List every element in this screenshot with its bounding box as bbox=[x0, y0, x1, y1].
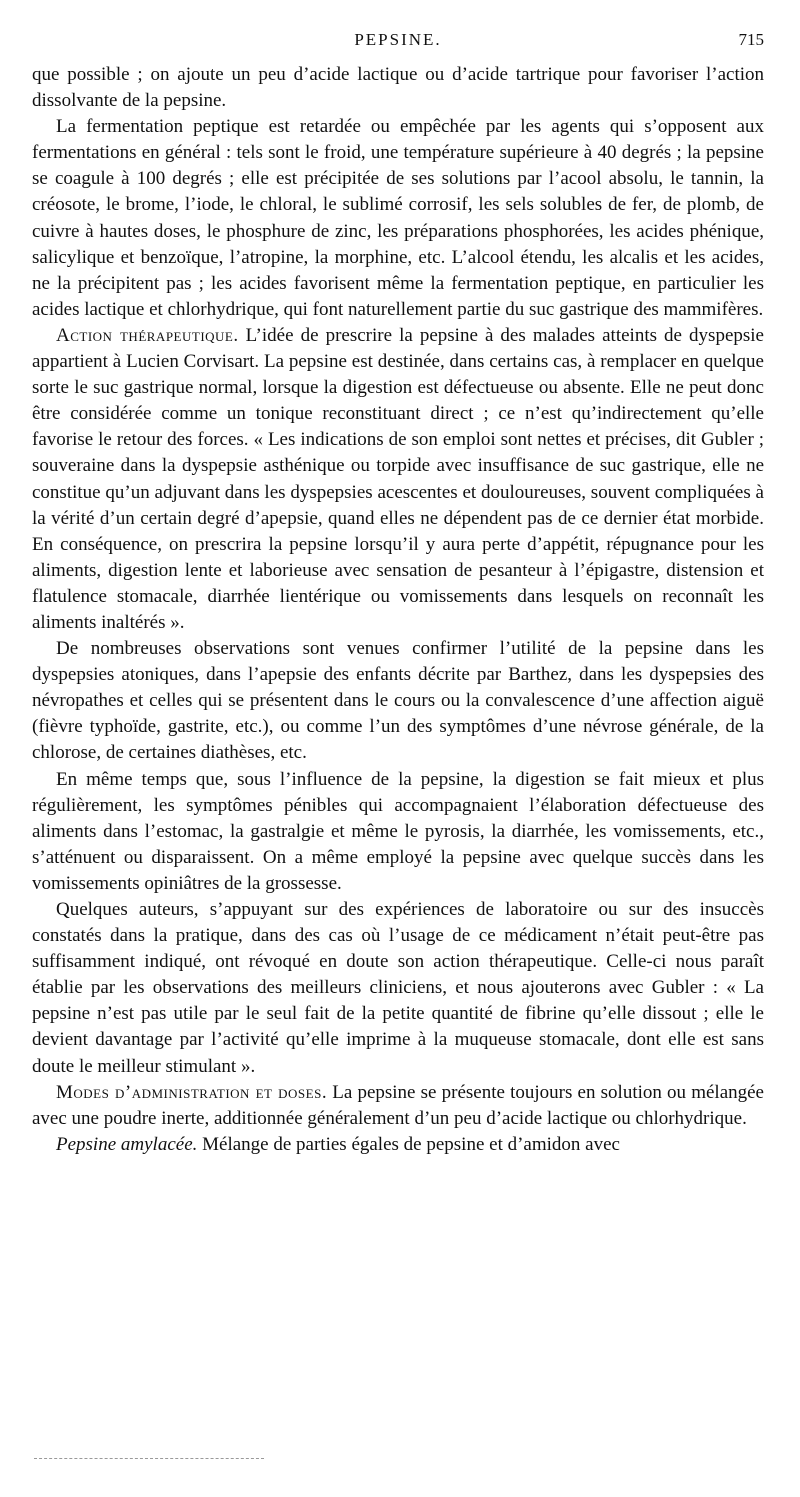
running-title: PEPSINE. bbox=[354, 30, 442, 49]
paragraph-continuation: que possible ; on ajoute un peu d’acide lactique ou d’acide tartrique pour favoriser l’action dissolvante de la pepsine. bbox=[32, 64, 764, 112]
section-heading-modes: Modes d’administration et doses. bbox=[56, 1081, 328, 1103]
page-body bbox=[32, 62, 764, 1158]
page-number: 715 bbox=[738, 30, 764, 49]
subheading-pepsine-amylacee: Pepsine amylacée. bbox=[56, 1133, 198, 1155]
paragraph-modes-administration: Modes d’administration et doses. La pepsine se présente toujours en solution ou mélangée avec une poudre inerte, additionnée généralement d’un peu d’acide lactique ou chlorhydrique. bbox=[32, 1081, 764, 1129]
section-heading-action: Action thérapeutique. bbox=[56, 324, 239, 346]
paragraph-meme-temps: En même temps que, sous l’influence de la pepsine, la digestion se fait mieux et plus régulièrement, les symptômes pénibles qui accompagnaient l’élaboration défectueuse des aliments dans l’estomac, la gastralgie et même le pyrosis, la diarrhée, les vomissements, etc., s’atténuent ou disparaissent. On a même employé la pepsine avec quelque succès dans les vomissements opiniâtres de la grossesse. bbox=[32, 768, 764, 894]
paragraph-pepsine-amylacee: Pepsine amylacée. Mélange de parties égales de pepsine et d’amidon avec bbox=[56, 1133, 620, 1155]
paragraph-quelques-auteurs: Quelques auteurs, s’appuyant sur des expériences de laboratoire ou sur des insuccès constatés dans la pratique, dans des cas où l’usage de ce médicament n’était peut-être pas suffisamment indiqué, ont révoqué en doute son action thérapeutique. Celle-ci nous paraît établie par les observations des meilleurs cliniciens, et nous ajouterons avec Gubler : « La pepsine n’est pas utile par le seul fait de la petite quantité de fibrine qu’elle dissout ; elle le devient davantage par l’activité qu’elle imprime à la muqueuse stomacale, dont elle est sans doute le meilleur stimulant ». bbox=[32, 899, 764, 1077]
paragraph-action-therapeutique: Action thérapeutique. L’idée de prescrire la pepsine à des malades atteints de dyspepsie appartient à Lucien Corvisart. La pepsine est destinée, dans certains cas, à remplacer en quelque sorte le suc gastrique normal, lorsque la digestion est défectueuse ou absente. Elle ne peut donc être considérée comme un tonique reconstituant direct ; ce n’est qu’indirectement qu’elle favorise le retour des forces. « Les indications de son emploi sont nettes et précises, dit Gubler ; souveraine dans la dyspepsie asthénique ou torpide avec insuffisance de suc gastrique, elle ne constitue qu’un adjuvant dans les dyspepsies acescentes et douloureuses, souvent compliquées à la vérité d’un certain degré d’apepsie, quand elles ne dépendent pas de ce dernier état morbide. En conséquence, on prescrira la pepsine lorsqu’il y aura perte d’appétit, répugnance pour les aliments, digestion lente et laborieuse avec sensation de pesanteur à l’épigastre, distension et flatulence stomacale, diarrhée lientérique ou vomissements dans lesquels on reconnaît les aliments inaltérés ». bbox=[32, 324, 764, 633]
paragraph-fermentation: La fermentation peptique est retardée ou empêchée par les agents qui s’opposent aux fermentations en général : tels sont le froid, une température supérieure à 40 degrés ; la pepsine se coagule à 100 degrés ; elle est précipitée de ses solutions par l’acool absolu, le tannin, la créosote, le brome, l’iode, le chloral, le sublimé corrosif, les sels solubles de fer, de plomb, de cuivre à hautes doses, le phosphure de zinc, les préparations phosphorées, les acides phénique, salicylique et benzoïque, l’atropine, la morphine, etc. L’alcool étendu, les alcalis et les acides, ne la précipitent pas ; les acides favorisent même la fermentation peptique, en particulier les acides lactique et chlorhydrique, qui font naturellement partie du suc gastrique des mammifères. bbox=[32, 116, 764, 320]
page-header bbox=[32, 30, 764, 58]
paragraph-observations: De nombreuses observations sont venues confirmer l’utilité de la pepsine dans les dyspepsies atoniques, dans l’apepsie des enfants décrite par Barthez, dans les dyspepsies des névropathes et celles qui se présentent dans le cours ou la convalescence d’une affection aiguë (fièvre typhoïde, gastrite, etc.), ou comme l’un des symptômes d’une névrose générale, de la chlorose, de certaines diathèses, etc. bbox=[32, 638, 764, 764]
footer-rule bbox=[34, 1458, 264, 1459]
